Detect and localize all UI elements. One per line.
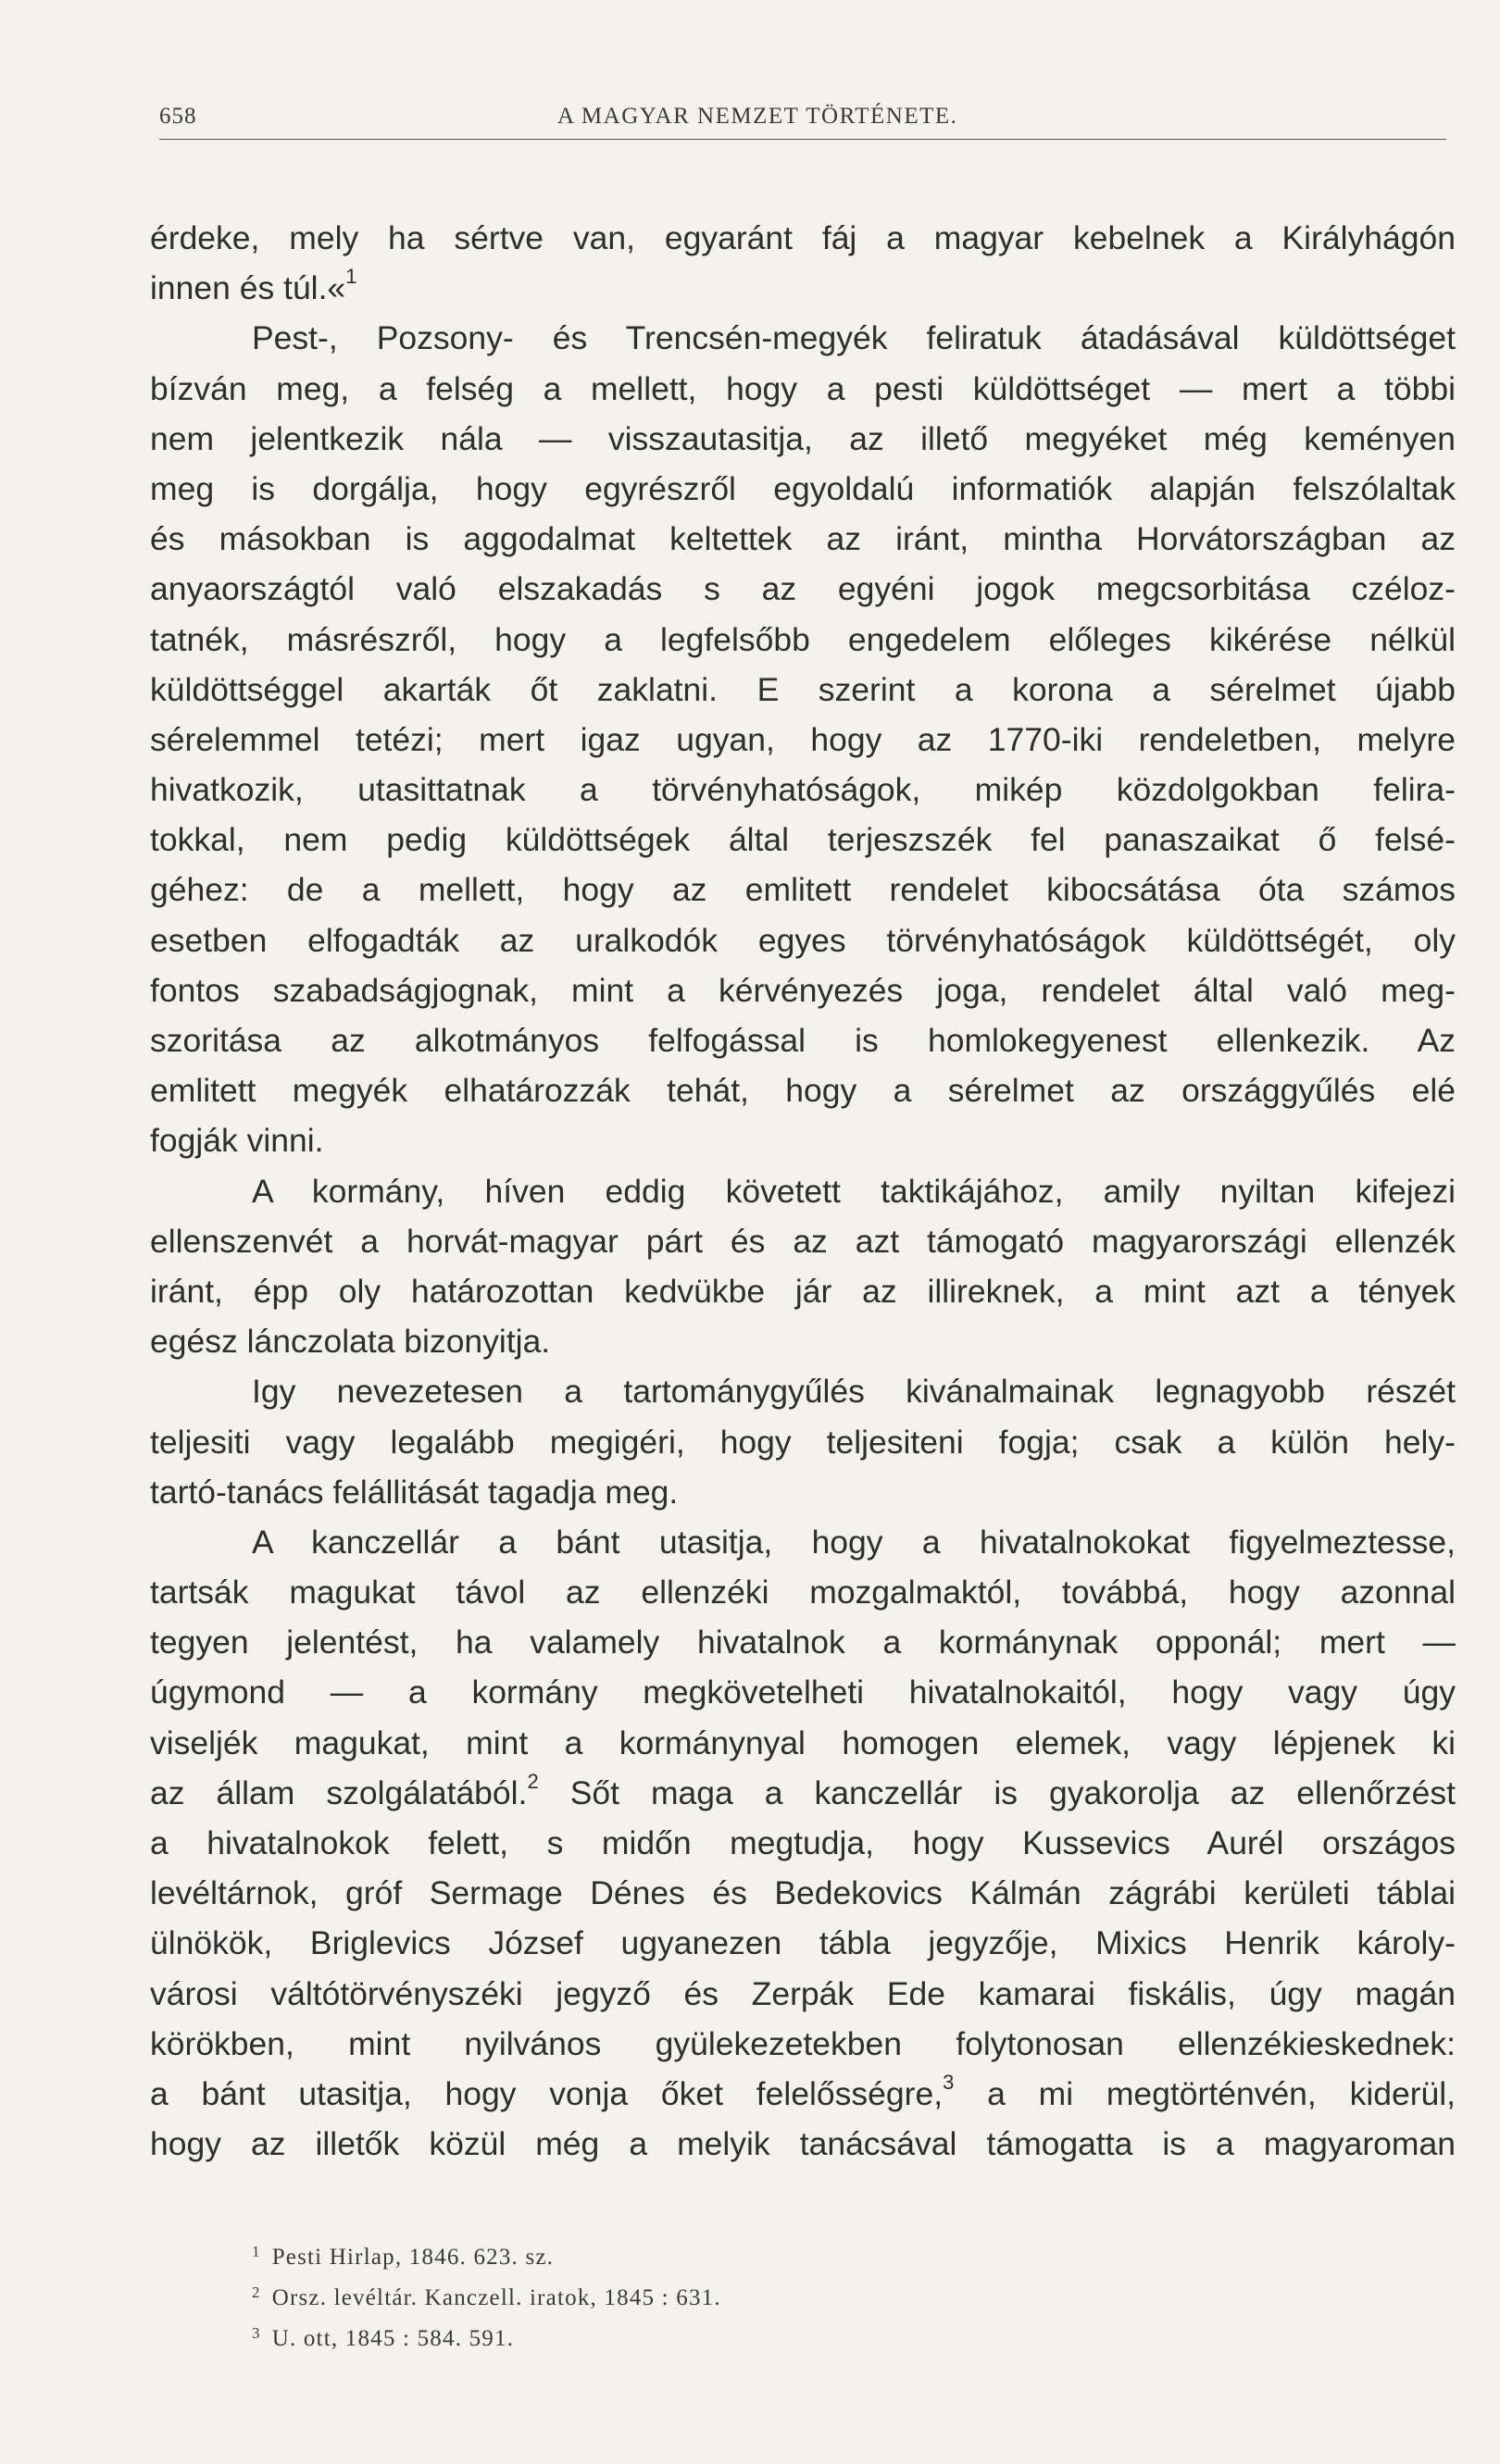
text-line: esetben elfogadták az uralkodók egyes törvényhatóságok küldöttségét, oly bbox=[150, 921, 1456, 959]
text-line: A kanczellár a bánt utasitja, hogy a hivatalnokokat figyelmeztesse, bbox=[252, 1523, 1456, 1561]
text-line: egész lánczolata bizonyitja. bbox=[150, 1323, 551, 1361]
text-line: és másokban is aggodalmat keltettek az iránt, mintha Horvátországban az bbox=[150, 520, 1456, 558]
footnote-mark: 2 bbox=[252, 2284, 261, 2301]
footnote-ref: 3 bbox=[943, 2071, 955, 2095]
text-line: fontos szabadságjognak, mint a kérvényezés joga, rendelet által való meg- bbox=[150, 971, 1456, 1009]
text-line: emlitett megyék elhatározzák tehát, hogy a sérelmet az országgyűlés elé bbox=[150, 1072, 1456, 1110]
text-line: tartó-tanács felállitását tagadja meg. bbox=[150, 1473, 679, 1511]
text-line: Pest-, Pozsony- és Trencsén-megyék feliratuk átadásával küldöttséget bbox=[252, 319, 1456, 357]
body-text bbox=[150, 213, 1456, 2169]
text-line: meg is dorgálja, hogy egyrészről egyoldalú informatiók alapján felszólaltak bbox=[150, 469, 1456, 507]
text-line: hogy az illetők közül még a melyik tanácsával támogatta is a magyaroman bbox=[150, 2125, 1456, 2163]
text-line: a bánt utasitja, hogy vonja őket felelősségre,$^3$ a mi megtörténvén, kiderül, bbox=[150, 2071, 1456, 2112]
text-line: levéltárnok, gróf Sermage Dénes és Bedekovics Kálmán zágrábi kerületi táblai bbox=[150, 1874, 1456, 1912]
text-line: géhez: de a mellett, hogy az emlitett rendelet kibocsátása óta számos bbox=[150, 871, 1456, 909]
text-line: Igy nevezetesen a tartománygyűlés kivánalmainak legnagyobb részét bbox=[252, 1373, 1456, 1411]
text-line: tartsák magukat távol az ellenzéki mozgalmaktól, továbbá, hogy azonnal bbox=[150, 1574, 1456, 1612]
footnote bbox=[252, 2320, 1085, 2360]
text-line: érdeke, mely ha sértve van, egyaránt fáj a magyar kebelnek a Királyhágón bbox=[150, 219, 1456, 256]
footnote-mark: 3 bbox=[252, 2324, 261, 2342]
text-line: A kormány, híven eddig követett taktikájához, amily nyiltan kifejezi bbox=[252, 1172, 1456, 1210]
text-line: teljesiti vagy legalább megigéri, hogy teljesiteni fogja; csak a külön hely- bbox=[150, 1423, 1456, 1461]
footnote-text: U. ott, 1845 : 584. 591. bbox=[271, 2326, 515, 2351]
text-line: hivatkozik, utasittatnak a törvényhatóságok, mikép közdolgokban felira- bbox=[150, 771, 1456, 809]
text-line: iránt, épp oly határozottan kedvükbe jár az illireknek, a mint azt a tények bbox=[150, 1272, 1456, 1310]
running-head bbox=[159, 100, 1446, 144]
text-line: a hivatalnokok felett, s midőn megtudja, hogy Kussevics Aurél országos bbox=[150, 1824, 1456, 1861]
footnotes bbox=[252, 2238, 1085, 2360]
text-line: ülnökök, Briglevics József ugyanezen tábla jegyzője, Mixics Henrik károly- bbox=[150, 1924, 1456, 1962]
text-line: városi váltótörvényszéki jegyző és Zerpák Ede kamarai fiskális, úgy magán bbox=[150, 1974, 1456, 2012]
text-line: ellenszenvét a horvát-magyar párt és az azt támogató magyarországi ellenzék bbox=[150, 1222, 1456, 1260]
text-line: bízván meg, a felség a mellett, hogy a pesti küldöttséget — mert a többi bbox=[150, 369, 1456, 407]
footnote-ref: 1 bbox=[345, 265, 357, 289]
footnote bbox=[252, 2279, 1085, 2320]
text-line: szoritása az alkotmányos felfogással is homlokegyenest ellenkezik. Az bbox=[150, 1022, 1456, 1059]
text-line: viseljék magukat, mint a kormánynyal homogen elemek, vagy lépjenek ki bbox=[150, 1724, 1456, 1761]
header-rule bbox=[159, 139, 1446, 140]
text-line: úgymond — a kormány megkövetelheti hivatalnokaitól, hogy vagy úgy bbox=[150, 1674, 1456, 1711]
footnote-text: Orsz. levéltár. Kanczell. iratok, 1845 : 631. bbox=[271, 2285, 721, 2310]
text-line: tegyen jelentést, ha valamely hivatalnok a kormánynak opponál; mert — bbox=[150, 1624, 1456, 1661]
footnote-ref: 2 bbox=[527, 1769, 539, 1793]
page-number: 658 bbox=[159, 104, 197, 129]
text-line: az állam szolgálatából.$^2$ Sőt maga a kanczellár is gyakorolja az ellenőrzést bbox=[150, 1769, 1456, 1811]
text-line: fogják vinni. bbox=[150, 1122, 324, 1160]
text-line: nem jelentkezik nála — visszautasitja, az illető megyéket még keményen bbox=[150, 419, 1456, 457]
text-line: küldöttséggel akarták őt zaklatni. E szerint a korona a sérelmet újabb bbox=[150, 670, 1456, 708]
footnote-mark: 1 bbox=[252, 2243, 261, 2260]
text-line: körökben, mint nyilvános gyülekezetekben folytonosan ellenzékieskednek: bbox=[150, 2024, 1456, 2062]
text-line: sérelemmel tetézi; mert igaz ugyan, hogy az 1770-iki rendeletben, melyre bbox=[150, 720, 1456, 758]
text-line: innen és túl.«$^1$ bbox=[150, 265, 357, 307]
footnote-text: Pesti Hirlap, 1846. 623. sz. bbox=[271, 2245, 555, 2270]
text-line: anyaországtól való elszakadás s az egyéni jogok megcsorbitása czéloz- bbox=[150, 570, 1456, 608]
text-line: tokkal, nem pedig küldöttségek által terjeszszék fel panaszaikat ő felsé- bbox=[150, 821, 1456, 859]
footnote bbox=[252, 2238, 1085, 2279]
running-title: A MAGYAR NEMZET TÖRTÉNETE. bbox=[557, 104, 958, 129]
text-line: tatnék, másrészről, hogy a legfelsőbb engedelem előleges kikérése nélkül bbox=[150, 620, 1456, 658]
